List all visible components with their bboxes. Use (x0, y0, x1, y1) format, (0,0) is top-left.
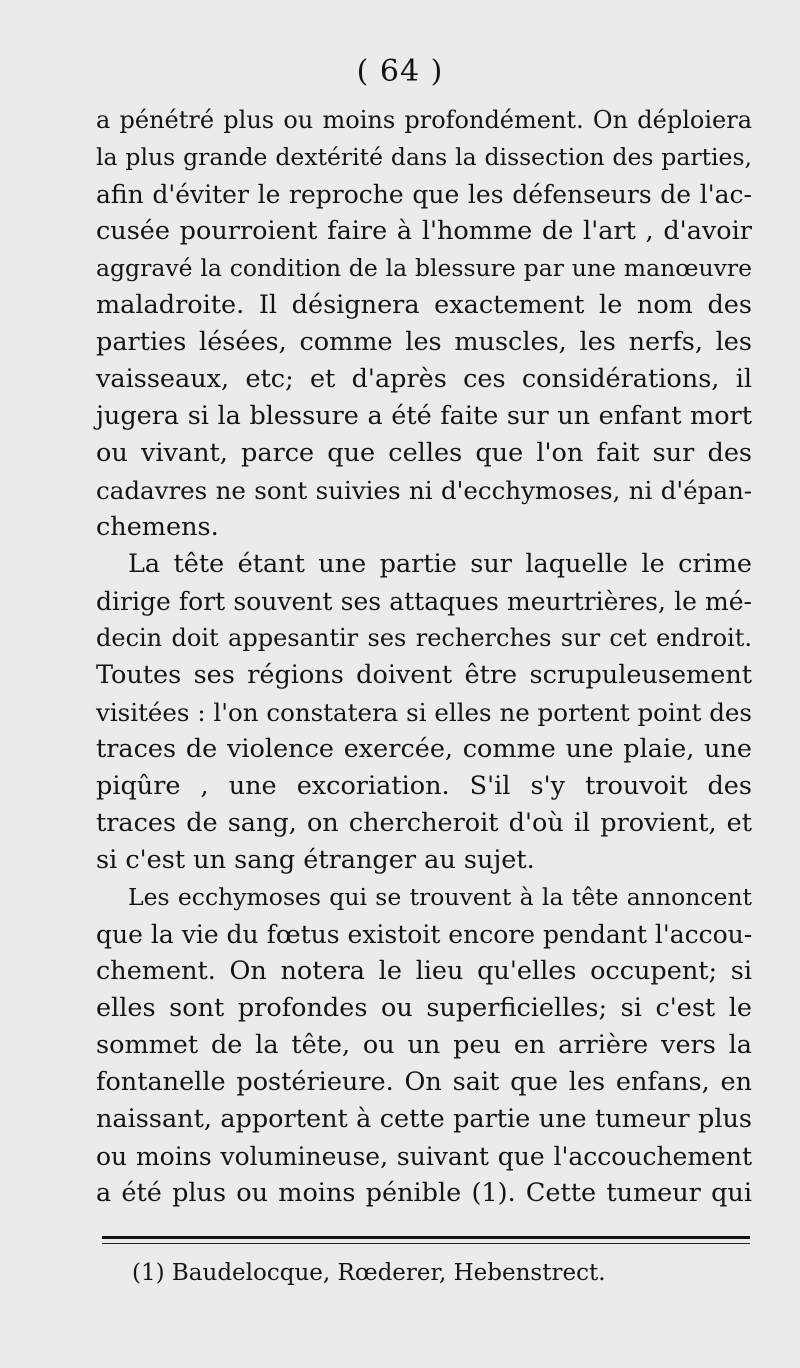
paragraph-end-line: si c'est un sang étranger au sujet. (96, 845, 535, 875)
text-line: Toutes ses régions doivent être scrupuleusement (96, 660, 752, 690)
text-line: jugera si la blessure a été faite sur un enfant mort (96, 401, 752, 431)
text-line: ou moins volumineuse, suivant que l'accouchement (96, 1142, 752, 1171)
text-line: parties lésées, comme les muscles, les nerfs, les (96, 327, 752, 357)
text-line: cusée pourroient faire à l'homme de l'art , d'avoir (96, 216, 752, 246)
paragraph-end-line: chemens. (96, 512, 219, 542)
paragraph-start-line: La tête étant une partie sur laquelle le crime (128, 549, 752, 579)
page-number: ( 64 ) (356, 54, 444, 89)
text-line: afin d'éviter le reproche que les défenseurs de l'ac- (96, 180, 752, 209)
text-line: chement. On notera le lieu qu'elles occupent; si (96, 956, 752, 986)
text-line: traces de violence exercée, comme une plaie, une (96, 734, 752, 764)
footnote-rule (102, 1236, 750, 1239)
text-line: vaisseaux, etc; et d'après ces considérations, il (96, 364, 752, 394)
text-line: decin doit appesantir ses recherches sur cet endroit. (96, 624, 752, 652)
text-line: fontanelle postérieure. On sait que les enfans, en (96, 1067, 752, 1097)
text-line: dirige fort souvent ses attaques meurtrières, le mé- (96, 587, 752, 616)
text-line: ou vivant, parce que celles que l'on fait sur des (96, 438, 752, 468)
text-line: que la vie du fœtus existoit encore pendant l'accou- (96, 920, 753, 949)
text-line: maladroite. Il désignera exactement le nom des (96, 290, 752, 320)
text-line: a été plus ou moins pénible (1). Cette tumeur qui (96, 1178, 752, 1208)
text-line: sommet de la tête, ou un peu en arrière vers la (96, 1030, 752, 1060)
text-line: piqûre , une excoriation. S'il s'y trouvoit des (96, 771, 752, 801)
footnote-rule-thin (102, 1243, 750, 1244)
paragraph-start-line: Les ecchymoses qui se trouvent à la tête annoncent (128, 883, 752, 911)
text-line: traces de sang, on chercheroit d'où il provient, et (96, 808, 752, 838)
text-line: naissant, apportent à cette partie une tumeur plus (96, 1104, 752, 1134)
text-line: a pénétré plus ou moins profondément. On déploiera (96, 106, 752, 134)
text-line: la plus grande dextérité dans la dissection des parties, (96, 143, 752, 171)
text-line: visitées : l'on constatera si elles ne portent point des (96, 698, 752, 727)
body-text (96, 102, 752, 1212)
text-line: elles sont profondes ou superficielles; si c'est le (96, 993, 752, 1023)
footnote: (1) Baudelocque, Rœderer, Hebenstrect. (132, 1260, 606, 1286)
text-line: aggravé la condition de la blessure par une manœuvre (96, 254, 752, 282)
text-line: cadavres ne sont suivies ni d'ecchymoses, ni d'épan- (96, 476, 752, 505)
